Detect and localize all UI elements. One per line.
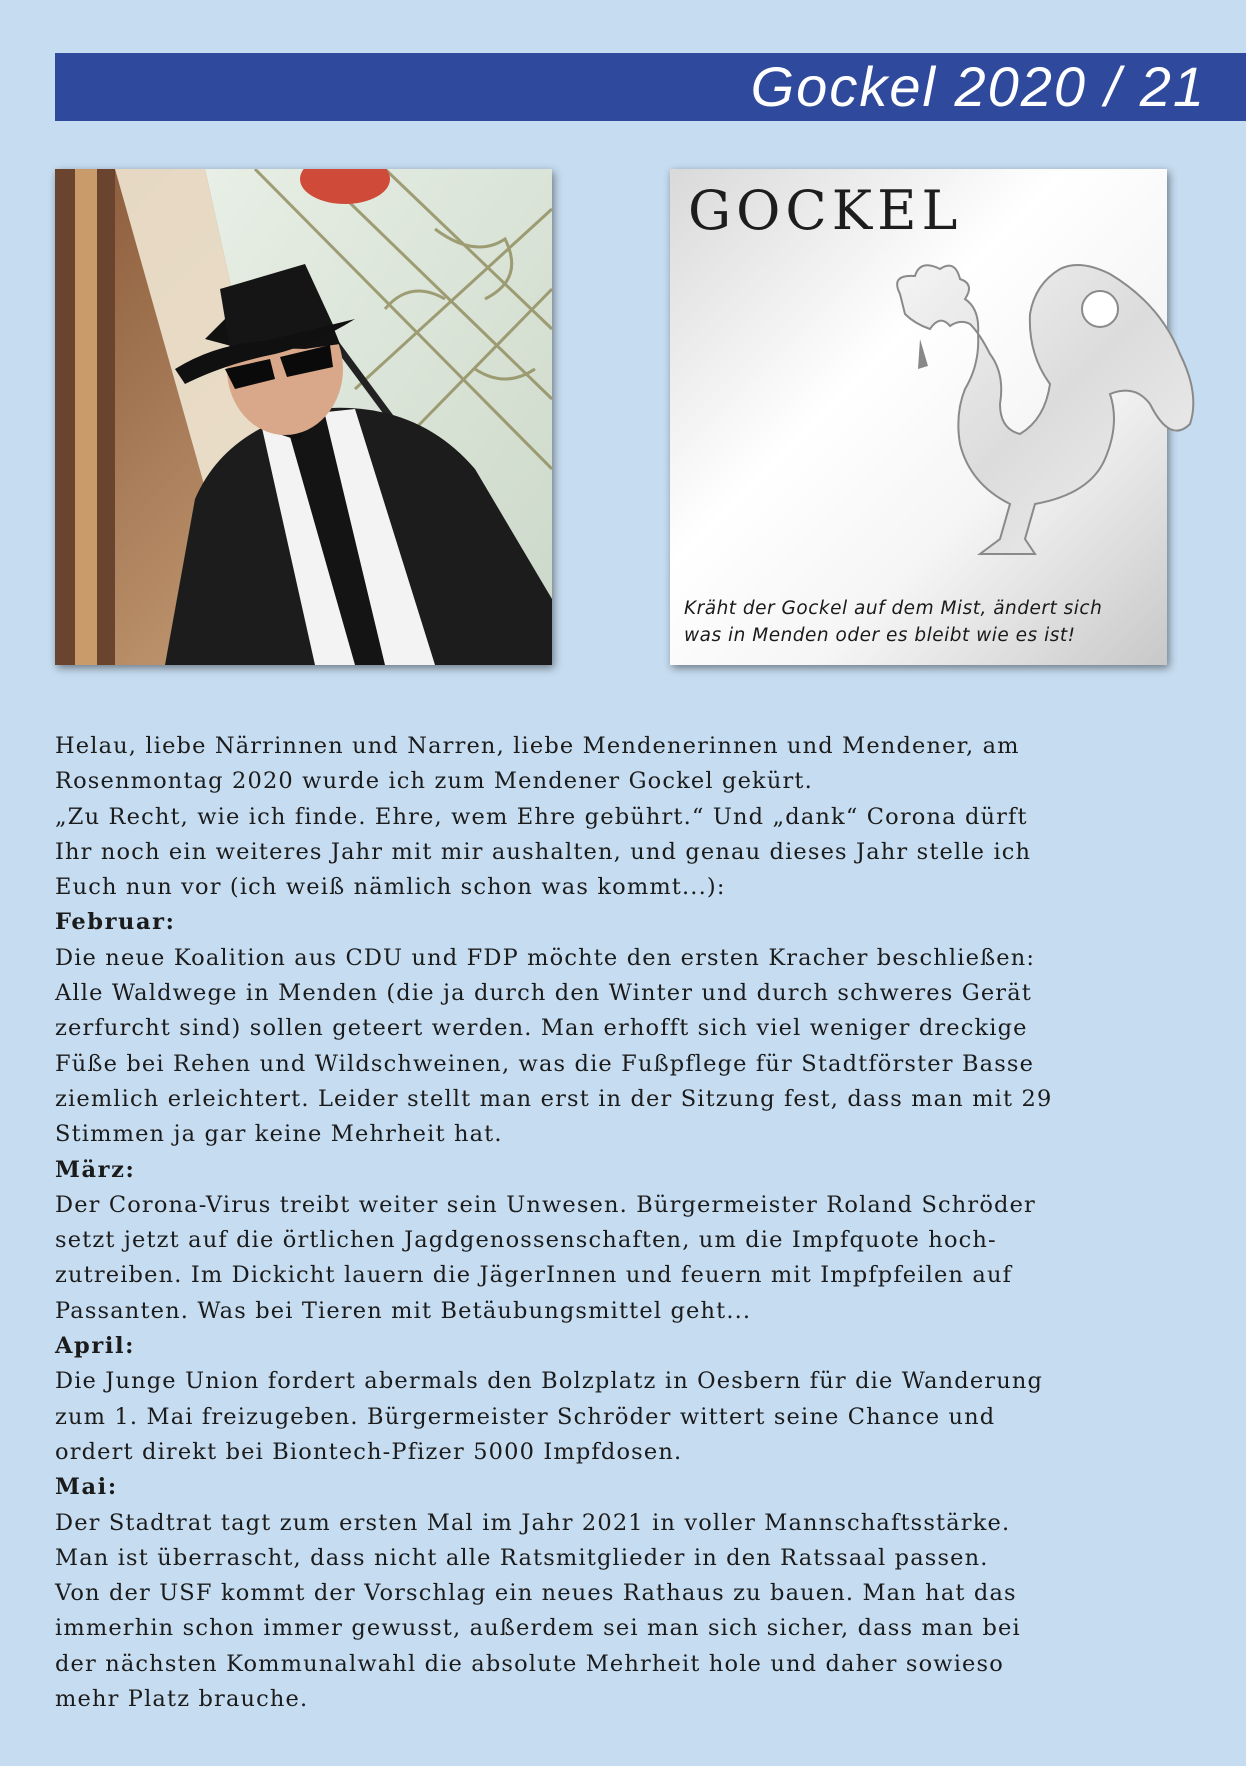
section-heading-april: April:: [55, 1333, 136, 1360]
gockel-logo-card: [670, 169, 1167, 665]
section-heading-maerz: März:: [55, 1156, 136, 1183]
article-body: [55, 729, 1215, 1717]
page-title: Gockel 2020 / 21: [750, 55, 1206, 118]
section-heading-mai: Mai:: [55, 1474, 118, 1501]
logo-wordmark: GOCKEL: [688, 179, 963, 242]
section-text-februar: Die neue Koalition aus CDU und FDP möchte den ersten Kracher beschließen: Alle Waldwege in Menden (die ja durch den Winter und durch schweres Gerät zerfurcht sind) sollen geteert werden. Man erhofft sich viel weniger dreckige Füße bei Rehen und Wildschweinen, was die Fußpflege für Stadtförster Basse ziemlich erleichtert. Leider stellt man erst in der Sitzung fest, dass man mit 29 Stimmen ja gar keine Mehrheit hat.: [55, 944, 1053, 1148]
slogan-line: Kräht der Gockel auf dem Mist, ändert sich: [684, 598, 1103, 619]
photo-illustration: [55, 169, 552, 665]
slogan-line: was in Menden oder es bleibt wie es ist!: [684, 625, 1076, 646]
gockel-photo: [55, 169, 552, 665]
intro-paragraph: Helau, liebe Närrinnen und Narren, liebe Mendenerinnen und Mendener, am Rosenmontag 2020 wurde ich zum Mendener Gockel gekürt. „Zu Recht, wie ich finde. Ehre, wem Ehre gebührt.“ Und „dank“ Corona dürft Ihr noch ein weiteres Jahr mit mir aushalten, und genau dieses Jahr stelle ich Euch nun vor (ich weiß nämlich schon was kommt...):: [55, 733, 1032, 901]
section-text-maerz: Der Corona-Virus treibt weiter sein Unwesen. Bürgermeister Roland Schröder setzt jetzt auf die örtlichen Jagdgenossenschaften, um die Impfquote hoch- zutreiben. Im Dickicht lauern die JägerInnen und feuern mit Impfpfeilen auf Passanten. Was bei Tieren mit Betäubungsmittel geht...: [55, 1191, 1036, 1324]
section-heading-februar: Februar:: [55, 909, 176, 936]
title-bar: [55, 53, 1246, 121]
section-text-april: Die Junge Union fordert abermals den Bolzplatz in Oesbern für die Wanderung zum 1. Mai freizugeben. Bürgermeister Schröder wittert seine Chance und ordert direkt bei Biontech-Pfizer 5000 Impfdosen.: [55, 1368, 1044, 1465]
rooster-icon: [860, 254, 1200, 584]
logo-slogan: [684, 595, 1164, 649]
section-text-mai: Der Stadtrat tagt zum ersten Mal im Jahr 2021 in voller Mannschaftsstärke. Man ist überrascht, dass nicht alle Ratsmitglieder in den Ratssaal passen. Von der USF kommt der Vorschlag ein neues Rathaus zu bauen. Man hat das immerhin schon immer gewusst, außerdem sei man sich sicher, dass man bei der nächsten Kommunalwahl die absolute Mehrheit hole und daher sowieso mehr Platz brauche.: [55, 1509, 1021, 1713]
